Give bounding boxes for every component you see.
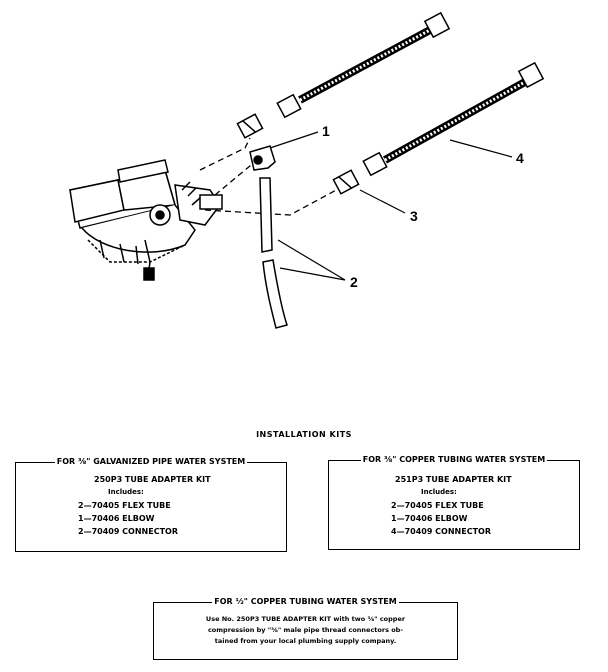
- callout-3: 3: [410, 208, 418, 224]
- kit-item: 2—70405 FLEX TUBE: [78, 501, 171, 510]
- callout-1: 1: [322, 123, 330, 139]
- callout-4: 4: [516, 150, 524, 166]
- kit-item: 2—70409 CONNECTOR: [78, 527, 178, 536]
- callout-2: 2: [350, 274, 358, 290]
- connector-3: [333, 170, 358, 194]
- kit-item: 2—70405 FLEX TUBE: [391, 501, 484, 510]
- kit-box-half-inch-copper: [153, 597, 458, 660]
- kit-item: 1—70406 ELBOW: [391, 514, 468, 523]
- kit-name: 251P3 TUBE ADAPTER KIT: [395, 475, 512, 484]
- section-heading: INSTALLATION KITS: [256, 430, 352, 439]
- kit-includes: Includes:: [108, 488, 144, 496]
- kit-name: 250P3 TUBE ADAPTER KIT: [94, 475, 211, 484]
- kit-includes: Includes:: [421, 488, 457, 496]
- note-line: compression by "⅜" male pipe thread connectors ob-: [207, 626, 404, 634]
- kit-item: 4—70409 CONNECTOR: [391, 527, 491, 536]
- kit-title-galvanized: FOR ⅜" GALVANIZED PIPE WATER SYSTEM: [56, 457, 246, 466]
- note-line: Use No. 250P3 TUBE ADAPTER KIT with two ⅜" copper: [205, 615, 406, 623]
- connector-upper: [237, 114, 262, 138]
- kit-item: 1—70406 ELBOW: [78, 514, 155, 523]
- kit-title-copper: FOR ⅜" COPPER TUBING WATER SYSTEM: [362, 455, 546, 464]
- water-valve-assembly: [70, 160, 222, 280]
- kit-box-galvanized: [15, 457, 287, 552]
- flex-tube-upper: [277, 13, 449, 117]
- note-line: tained from your local plumbing supply company.: [214, 637, 397, 645]
- elbow-fitting: [250, 146, 275, 170]
- plastic-tubes: [260, 178, 287, 328]
- kit-title-half-inch: FOR ½" COPPER TUBING WATER SYSTEM: [214, 597, 397, 606]
- kit-box-copper: [328, 455, 580, 550]
